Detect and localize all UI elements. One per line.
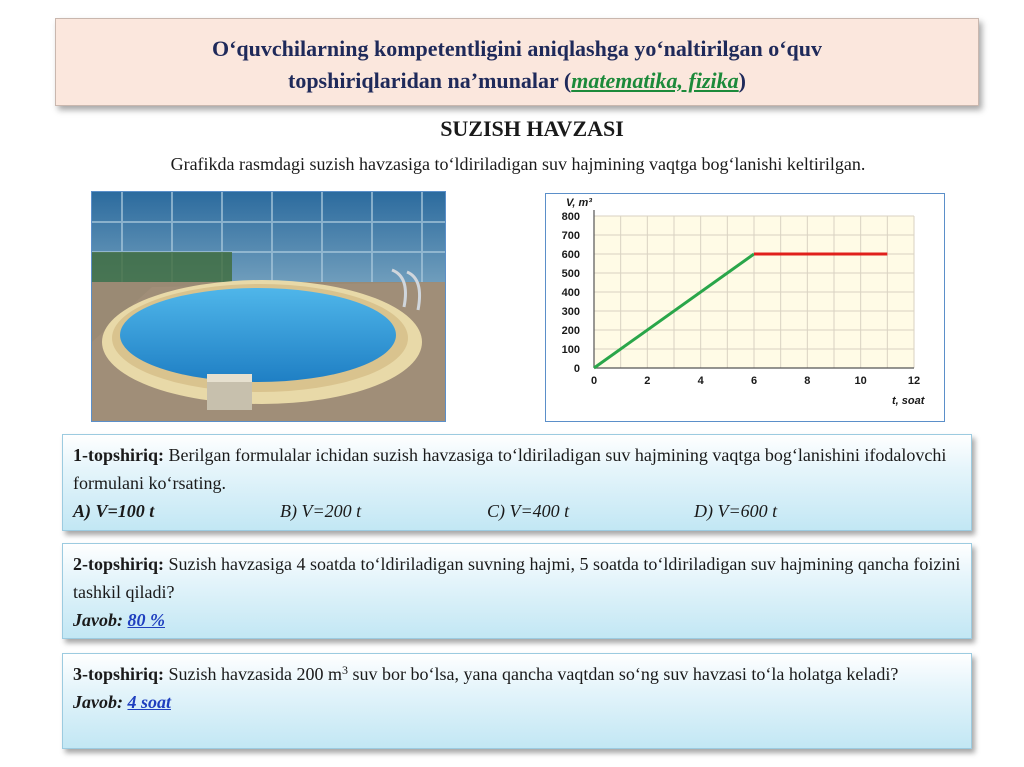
chart-y-tick-label: 600 [561, 249, 580, 261]
chart-svg [546, 194, 944, 421]
title-line-2-text: topshiriqlaridan na’munalar [288, 68, 559, 93]
task-1-option-d: D) V=600 t [694, 501, 778, 521]
chart-y-tick-label: 0 [573, 363, 580, 375]
task-1-question [73, 441, 961, 497]
chart-y-tick-label: 400 [561, 287, 580, 299]
chart-y-axis-label: V, m³ [566, 197, 592, 209]
task-1-label: 1-topshiriq: [73, 445, 165, 465]
chart-x-tick-label: 8 [804, 375, 811, 387]
task-3-text-after: suv bor bo‘lsa, yana qancha vaqtdan so‘ng suv havzasi to‘la holatga keladi? [348, 664, 899, 684]
task-1-option-b: B) V=200 t [280, 501, 362, 521]
chart-y-tick-label: 300 [561, 306, 580, 318]
task-3-label: 3-topshiriq: [73, 664, 165, 684]
chart-x-tick-label: 2 [644, 375, 651, 387]
chart-y-tick-label: 800 [561, 211, 580, 223]
title-line-1: O‘quvchilarning kompetentligini aniqlashga yo‘naltirilgan o‘quv [211, 36, 822, 61]
chart-grid [594, 216, 914, 368]
chart-y-tick-label: 500 [561, 268, 580, 280]
task-1-option-a: A) V=100 t [73, 501, 155, 521]
chart-x-tick-label: 10 [854, 375, 867, 387]
title-line-2 [56, 65, 978, 97]
task-1-options [73, 497, 961, 525]
task-2-label: 2-topshiriq: [73, 554, 165, 574]
chart-x-tick-label: 12 [907, 375, 921, 387]
task-3-answer-label: Javob: [73, 692, 123, 712]
volume-time-chart [545, 193, 945, 422]
task-1-text: Berilgan formulalar ichidan suzish havzasiga to‘ldiriladigan suv hajmining vaqtga bog‘lanishini ifodalovchi formulani ko‘rsating. [73, 445, 947, 493]
chart-x-tick-label: 0 [590, 375, 598, 387]
task-2-question [73, 550, 961, 606]
chart-y-tick-label: 100 [561, 344, 580, 356]
chart-y-tick-label: 700 [561, 230, 580, 242]
chart-y-tick-label: 200 [561, 325, 580, 337]
task-3-answer [73, 688, 961, 716]
intro-text: Grafikda rasmdagi suzish havzasiga to‘ldiriladigan suv hajmining vaqtga bog‘lanishi keltirilgan. [170, 154, 866, 174]
chart-x-tick-label: 6 [750, 375, 758, 387]
task-2 [62, 543, 972, 639]
task-3-question [73, 660, 961, 688]
task-1 [62, 434, 972, 531]
chart-x-tick-label: 4 [697, 375, 704, 387]
task-1-option-c: C) V=400 t [487, 501, 570, 521]
swimming-pool-illustration [92, 192, 446, 422]
task-2-text: Suzish havzasiga 4 soatda to‘ldiriladigan suvning hajmi, 5 soatda to‘ldiriladigan suv hajmining qancha foizini tashkil qiladi? [73, 554, 961, 602]
slide-title [55, 18, 979, 106]
title-paren-close: ) [738, 68, 746, 93]
task-3-text-sup: 3 [342, 663, 348, 677]
chart-x-axis-label: t, soat [892, 395, 925, 407]
task-3-answer-link[interactable]: 4 soat [127, 692, 171, 712]
task-3-text-before: Suzish havzasida 200 m [168, 664, 342, 684]
swimming-pool-photo [91, 191, 446, 422]
task-2-answer-link[interactable]: 80 % [127, 610, 165, 630]
task-2-answer [73, 606, 961, 634]
task-2-answer-label: Javob: [73, 610, 123, 630]
title-paren-open: ( [563, 68, 572, 93]
title-subject: matematika, fizika [571, 68, 739, 93]
section-heading: SUZISH HAVZASI [440, 116, 624, 141]
task-3 [62, 653, 972, 749]
